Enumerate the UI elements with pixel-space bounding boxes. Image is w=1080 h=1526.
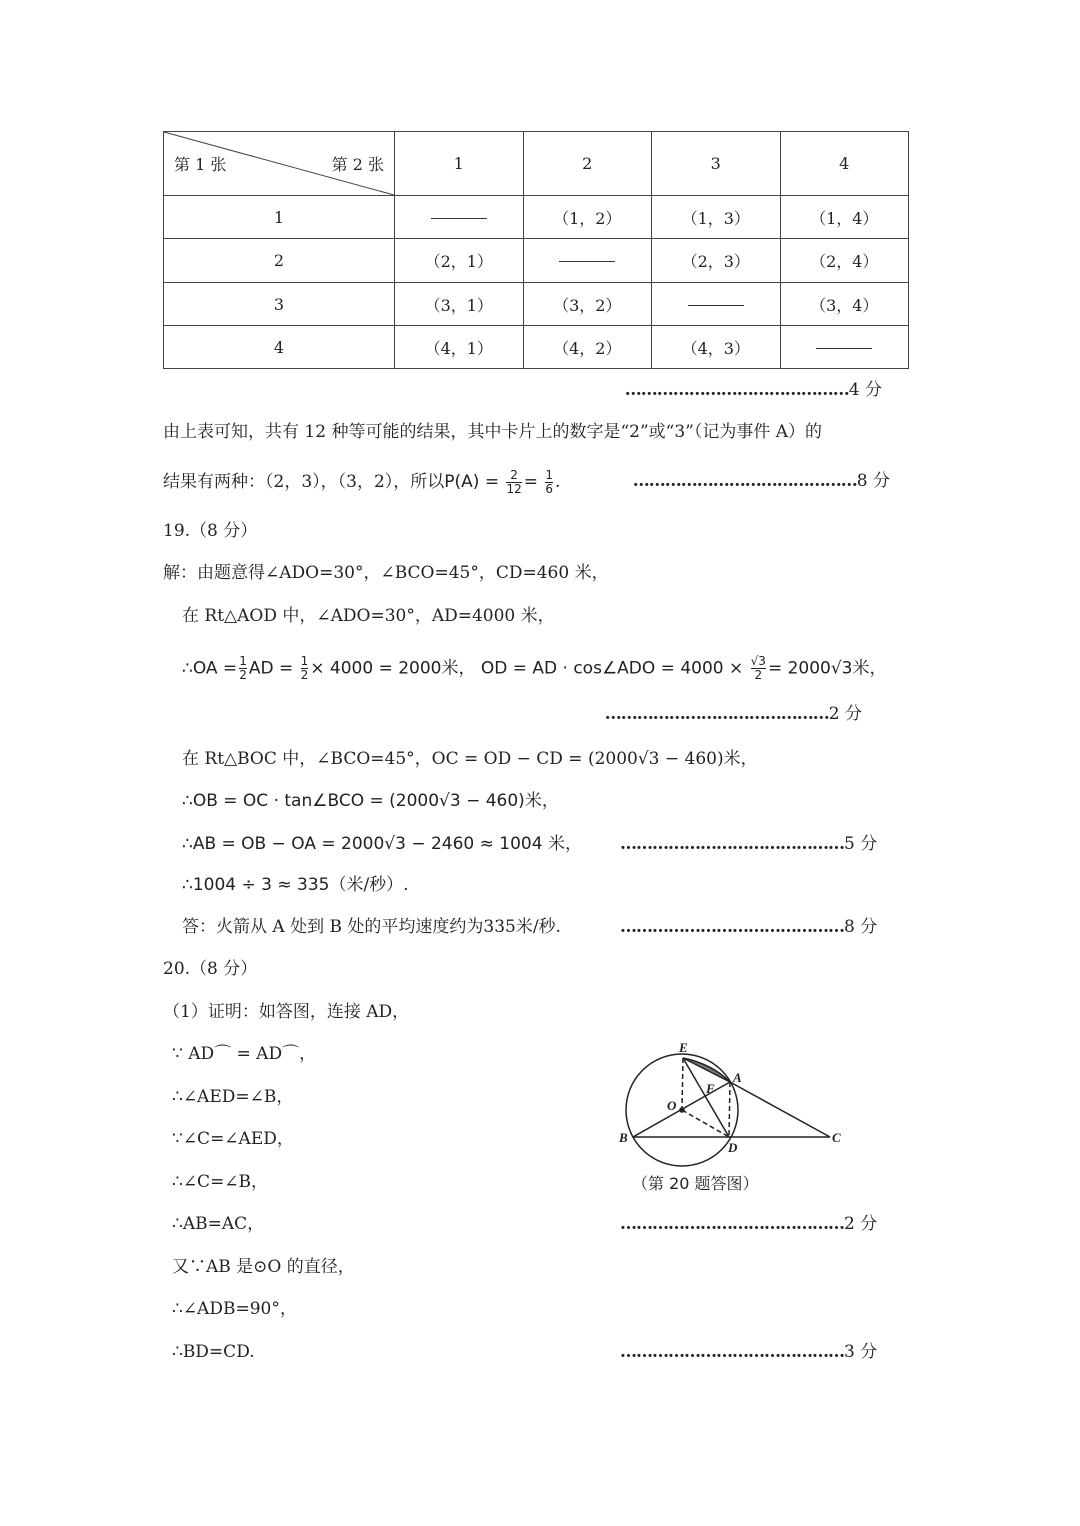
score-marker: ……………………………………2 分 xyxy=(604,704,862,724)
table-cell: （2，4） xyxy=(780,239,909,283)
column-header-label: 第 2 张 xyxy=(331,155,384,174)
table-cell: （3，1） xyxy=(395,283,524,326)
point-label-d: D xyxy=(728,1140,738,1155)
point-label-c: C xyxy=(832,1130,841,1145)
question-title: 20.（8 分） xyxy=(163,959,258,979)
answer-line: 答：火箭从 A 处到 B 处的平均速度约为335米/秒. xyxy=(182,917,561,937)
score-marker: ……………………………………2 分 xyxy=(620,1214,878,1234)
row-header: 3 xyxy=(164,283,395,326)
score-marker: ……………………………………3 分 xyxy=(620,1342,878,1362)
proof-line: ∵ AD⌒ = AD⌒， xyxy=(172,1044,317,1064)
column-header: 1 xyxy=(395,132,524,196)
table-cell-empty xyxy=(652,283,781,326)
score-marker: ……………………………………8 分 xyxy=(632,471,890,491)
proof-line: ∴∠C=∠B， xyxy=(172,1172,269,1192)
table-cell: （2，1） xyxy=(395,239,524,283)
table-cell: （3，4） xyxy=(780,283,909,326)
solution-line: 在 Rt△BOC 中，∠BCO=45°，OC = OD − CD = (2000√3 − 460)米， xyxy=(182,749,758,769)
table-cell: （4，2） xyxy=(523,326,652,369)
table-cell: （1，2） xyxy=(523,196,652,239)
score-marker: ……………………………………5 分 xyxy=(620,834,878,854)
question-title: 19.（8 分） xyxy=(163,521,258,541)
figure-caption: （第 20 题答图） xyxy=(632,1174,759,1193)
geometry-figure xyxy=(600,1030,870,1160)
table-cell: （1，3） xyxy=(652,196,781,239)
table-cell: （2，3） xyxy=(652,239,781,283)
table-cell: （3，2） xyxy=(523,283,652,326)
proof-line: ∴AB=AC， xyxy=(172,1214,265,1234)
row-header: 1 xyxy=(164,196,395,239)
proof-line: ∴BD=CD. xyxy=(172,1342,255,1362)
proof-line: ∴∠ADB=90°， xyxy=(172,1299,297,1319)
column-header: 2 xyxy=(523,132,652,196)
solution-line: 解：由题意得∠ADO=30°，∠BCO=45°，CD=460 米， xyxy=(163,563,609,583)
table-row xyxy=(164,196,909,239)
table-cell: （4，1） xyxy=(395,326,524,369)
column-header: 4 xyxy=(780,132,909,196)
proof-line: ∴∠AED=∠B， xyxy=(172,1087,294,1107)
point-label-b: B xyxy=(619,1130,628,1145)
proof-line: （1）证明：如答图，连接 AD， xyxy=(163,1002,410,1022)
table-cell: （1，4） xyxy=(780,196,909,239)
table-corner-cell xyxy=(164,132,395,196)
table-cell-empty xyxy=(395,196,524,239)
outcome-table xyxy=(163,131,909,369)
row-header: 4 xyxy=(164,326,395,369)
score-marker: ……………………………………8 分 xyxy=(620,917,878,937)
column-header: 3 xyxy=(652,132,781,196)
proof-line: 又∵AB 是⊙O 的直径， xyxy=(172,1257,355,1277)
table-cell: （4，3） xyxy=(652,326,781,369)
point-label-o: O xyxy=(667,1098,677,1113)
point-label-e: E xyxy=(679,1040,688,1055)
solution-line: ∴AB = OB − OA = 2000√3 − 2460 ≈ 1004 米， xyxy=(182,834,582,854)
solution-line: 在 Rt△AOD 中，∠ADO=30°，AD=4000 米， xyxy=(182,606,555,626)
proof-line: ∵∠C=∠AED， xyxy=(172,1129,294,1149)
solution-line: ∴1004 ÷ 3 ≈ 335（米/秒）. xyxy=(182,875,409,895)
paragraph-line: 由上表可知，共有 12 种等可能的结果，其中卡片上的数字是“2”或“3”（记为事件 A）的 xyxy=(163,422,823,442)
table-cell-empty xyxy=(523,239,652,283)
paragraph-line: 结果有两种：（2，3），（3，2），所以P(A) = $\frac{2}{12}$ = $\frac{1}{6}$ . xyxy=(163,468,561,496)
solution-line: ∴OB = OC · tan∠BCO = (2000√3 − 460)米， xyxy=(182,791,559,811)
table-row xyxy=(164,283,909,326)
table-row xyxy=(164,239,909,283)
row-header-label: 第 1 张 xyxy=(174,155,227,174)
table-row xyxy=(164,326,909,369)
score-marker: ……………………………………4 分 xyxy=(624,380,882,400)
point-label-a: A xyxy=(733,1070,742,1085)
point-label-f: F xyxy=(706,1081,715,1096)
solution-line: ∴OA = $\frac{1}{2}$ AD = $\frac{1}{2}$ × 4000 = 2000米， OD = AD · cos∠ADO = 4000 × $\frac{√3}{2}$ = 2000√3米， xyxy=(182,654,887,682)
table-cell-empty xyxy=(780,326,909,369)
row-header: 2 xyxy=(164,239,395,283)
